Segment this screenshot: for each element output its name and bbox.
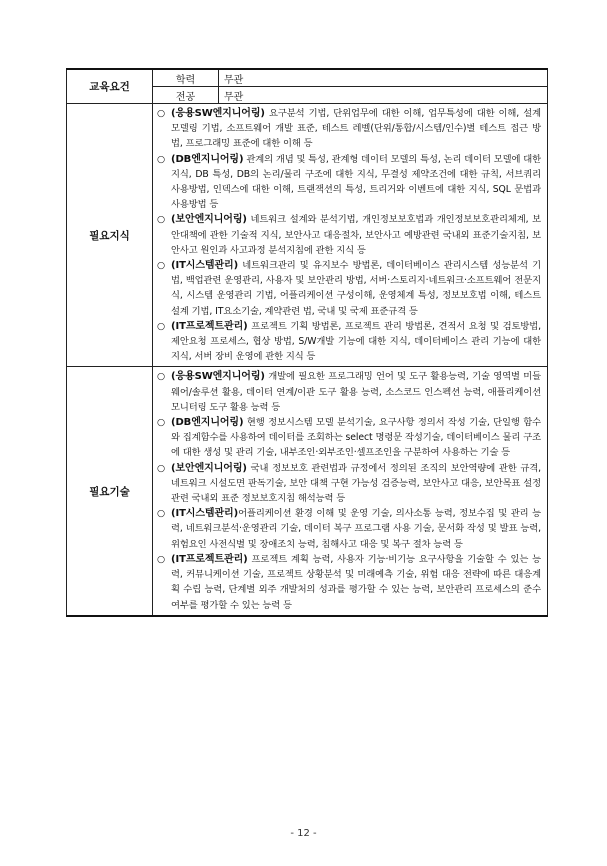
skills-row [67, 367, 548, 616]
page-number: - 12 - [290, 828, 317, 839]
skills-item-title: (응용SW엔지니어링) [171, 371, 265, 383]
knowledge-item-text: 요구분석 기법, 단위업무에 대한 이해, 업무특성에 대한 이해, 설계 모델링 기법, 소프트웨어 개발 표준, 테스트 레벨(단위/통합/시스템/인수)별 테스트 접근 방법, 프로그래밍 표준에 대한 이해 등 [171, 108, 541, 150]
circle-bullet-icon: ○ [157, 371, 166, 383]
knowledge-item-title: (IT시스템관리) [171, 260, 239, 272]
major-label: 전공 [153, 87, 219, 104]
knowledge-category: 필요지식 [67, 104, 153, 367]
knowledge-item [157, 152, 541, 213]
skills-item-text: 개발에 필요한 프로그래밍 언어 및 도구 활용능력, 기술 영역별 미들웨어/솔루션 활용, 데이터 연계/이관 도구 활용 능력, 소스코드 인스펙션 능력, 애플리케이션 모니터링 도구 활용 능력 등 [171, 371, 541, 413]
circle-bullet-icon: ○ [157, 508, 166, 520]
education-row-degree [67, 69, 548, 87]
skills-item-text: 어플리케이션 환경 이해 및 운영 기술, 의사소통 능력, 정보수집 및 관리 능력, 네트워크분석·운영관리 기술, 데이터 복구 프로그램 사용 기술, 문서화 작성 및 발표 능력, 위험요인 사전식별 및 장애조치 능력, 침해사고 대응 및 복구 절차 능력 등 [171, 508, 541, 550]
knowledge-item [157, 319, 541, 365]
skills-item-title: (DB엔지니어링) [171, 417, 244, 429]
skills-item [157, 506, 541, 552]
skills-category: 필요기술 [67, 367, 153, 616]
major-value: 무관 [219, 87, 548, 104]
circle-bullet-icon: ○ [157, 462, 166, 474]
skills-item-title: (보안엔지니어링) [171, 462, 247, 474]
skills-item [157, 415, 541, 461]
knowledge-row [67, 104, 548, 367]
knowledge-item [157, 106, 541, 152]
knowledge-item-text: 네트워크관리 및 유지보수 방법론, 데이터베이스 관리시스템 성능분석 기법, 백업관련 운영관리, 사용자 및 보안관리 방법, 서버·스토리지·네트워크·소프트웨어 전문지식, 시스템 운영관리 기법, 어플리케이션 구성이해, 운영체계 특성, 정보보호법 이해, 테스트설계 기법, IT요소기술, 계약관련 법, 국내 및 국제 표준규격 등 [171, 260, 541, 317]
skills-item-title: (IT시스템관리) [171, 508, 239, 520]
knowledge-content [153, 104, 548, 367]
knowledge-item-title: (IT프로젝트관리) [171, 320, 248, 332]
knowledge-item [157, 258, 541, 319]
knowledge-item-title: (DB엔지니어링) [171, 153, 244, 165]
circle-bullet-icon: ○ [157, 320, 166, 332]
skills-item [157, 461, 541, 507]
circle-bullet-icon: ○ [157, 214, 166, 226]
circle-bullet-icon: ○ [157, 553, 166, 565]
knowledge-item-title: (응용SW엔지니어링) [171, 108, 265, 119]
degree-value: 무관 [219, 69, 548, 87]
circle-bullet-icon: ○ [157, 260, 166, 272]
skills-item-text: 현행 정보시스템 모델 분석기술, 요구사항 정의서 작성 기술, 단일행 함수와 집계함수를 사용하여 데이터를 조회하는 select 명령문 작성기술, 데이터베이스 물리 구조에 대한 생성 및 관리 기술, 내부조인·외부조인·셀프조인을 구분하여 사용하는 기술 등 [171, 417, 541, 459]
skills-item-title: (IT프로젝트관리) [171, 553, 248, 565]
skills-item-text: 국내 정보보호 관련법과 규정에서 정의된 조직의 보안역량에 관한 규격, 네트워크 시설도면 판독기술, 보안 대책 구현 가능성 검증능력, 보안사고 대응, 보안목표 설정관련 국내외 표준 정보보호지침 해석능력 등 [171, 462, 541, 505]
skills-item [157, 369, 541, 415]
education-category: 교육요건 [67, 69, 153, 104]
skills-item-text: 프로젝트 계획 능력, 사용자 기능·비기능 요구사항을 기술할 수 있는 능력, 커뮤니케이션 기술, 프로젝트 상황분석 및 미래예측 기술, 위험 대응 전략에 따른 대응계획 수립 능력, 단계별 외주 개발처의 성과를 평가할 수 있는 능력, 보안관리 프로세스의 준수여부를 평가할 수 있는 능력 등 [171, 553, 541, 611]
circle-bullet-icon: ○ [157, 153, 166, 165]
skills-content [153, 367, 548, 616]
circle-bullet-icon: ○ [157, 108, 166, 119]
knowledge-item-text: 네트워크 설계와 분석기법, 개인정보보호법과 개인정보보호관리체계, 보안대책에 관한 기술적 지식, 보안사고 대응절차, 보안사고 예방관련 국내외 표준기술지침, 보안사고 원인과 사고과정 분석지침에 관한 지식 등 [171, 214, 541, 256]
knowledge-item-text: 프로젝트 기획 방법론, 프로젝트 관리 방법론, 견적서 요청 및 검토방법, 제안요청 프로세스, 협상 방법, S/W개발 기능에 대한 지식, 데이터베이스 관리 기능에 대한 지식, 서버 장비 운영에 관한 지식 등 [171, 320, 541, 363]
knowledge-item-text: 관계의 개념 및 특성, 관계형 데이터 모델의 특성, 논리 데이터 모델에 대한 지식, DB 특성, DB의 논리/물리 구조에 대한 지식, 무결성 제약조건에 대한 규칙, 서브쿼리 사용방법, 인덱스에 대한 이해, 트랜잭션의 특성, 트리거와 이벤트에 대한 지식, SQL 문법과 사용방법 등 [171, 153, 541, 211]
knowledge-item-title: (보안엔지니어링) [171, 214, 247, 226]
knowledge-item [157, 212, 541, 258]
degree-label: 학력 [153, 69, 219, 87]
circle-bullet-icon: ○ [157, 417, 166, 429]
requirements-table [66, 68, 548, 617]
skills-item [157, 552, 541, 613]
